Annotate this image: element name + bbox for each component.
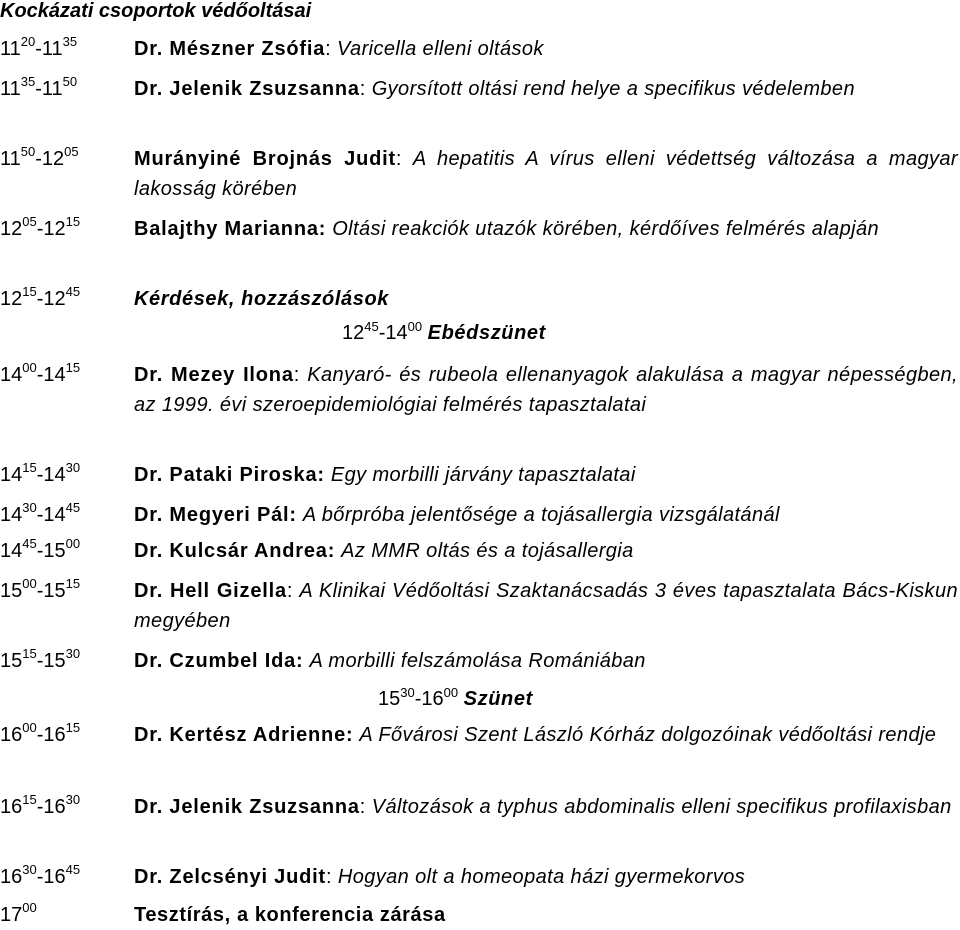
start-minute: 00 <box>22 720 37 735</box>
end-hour: 16 <box>421 688 444 710</box>
talk-title: A hepatitis A vírus elleni védettség változása a magyar lakosság körében <box>134 148 958 200</box>
break-label: Szünet <box>463 688 533 710</box>
talk-title: A bőrpróba jelentősége a tojásallergia vizsgálatánál <box>302 504 780 526</box>
start-hour: 14 <box>0 364 23 386</box>
start-hour: 12 <box>0 218 23 240</box>
end-minute: 15 <box>65 720 81 735</box>
end-minute: 30 <box>65 460 81 475</box>
end-minute: 50 <box>62 74 78 89</box>
talk-description <box>134 720 958 750</box>
start-hour: 15 <box>378 688 401 710</box>
separator: : <box>395 148 413 170</box>
time-slot: $12^{15}-12^{45}$ <box>0 284 81 310</box>
separator: : <box>325 866 338 888</box>
talk-title: A morbilli felszámolása Romániában <box>309 650 646 672</box>
start-minute: 00 <box>22 900 37 915</box>
talk-title: A Fővárosi Szent László Kórház dolgozóinak védőoltási rendje <box>359 724 937 746</box>
time-slot: $16^{15}-16^{30}$ <box>0 792 81 818</box>
time-slot: $14^{00}-14^{15}$ <box>0 360 81 386</box>
time-slot: $16^{30}-16^{45}$ <box>0 862 81 888</box>
end-hour: 14 <box>43 504 66 526</box>
start-minute: 00 <box>22 576 37 591</box>
talk-description <box>134 646 958 676</box>
talk-description <box>134 214 958 244</box>
start-minute: 30 <box>400 685 415 700</box>
time-slot: $15^{15}-15^{30}$ <box>0 646 81 672</box>
start-minute: 15 <box>22 646 37 661</box>
separator: : <box>286 580 300 602</box>
end-minute: 00 <box>65 536 81 551</box>
speaker-name: Dr. Hell Gizella <box>134 580 287 602</box>
speaker-name: Dr. Mészner Zsófia <box>134 38 326 60</box>
talk-description <box>134 144 958 204</box>
start-hour: 11 <box>0 148 21 170</box>
speaker-name: Dr. Zelcsényi Judit <box>134 866 326 888</box>
end-hour: 14 <box>385 322 408 344</box>
speaker-name: Dr. Kertész Adrienne: <box>134 724 354 746</box>
start-hour: 12 <box>0 288 23 310</box>
talk-description <box>134 576 958 636</box>
start-minute: 30 <box>22 500 37 515</box>
start-hour: 16 <box>0 866 23 888</box>
talk-description <box>134 900 958 930</box>
section-heading: Kockázati csoportok védőoltásai <box>0 0 312 22</box>
speaker-name: Dr. Mezey Ilona <box>134 364 294 386</box>
start-hour: 14 <box>0 464 23 486</box>
talk-description <box>134 862 958 892</box>
end-minute: 00 <box>443 685 459 700</box>
end-hour: 11 <box>41 38 63 60</box>
time-slot: $14^{30}-14^{45}$ <box>0 500 81 526</box>
end-minute: 35 <box>62 34 78 49</box>
end-minute: 45 <box>65 284 81 299</box>
start-hour: 11 <box>0 38 21 60</box>
end-minute: 15 <box>65 576 81 591</box>
talk-title: A Klinikai Védőoltási Szaktanácsadás 3 éves tapasztalata Bács-Kiskun megyében <box>134 580 959 632</box>
start-minute: 45 <box>22 536 37 551</box>
speaker-name: Murányiné Brojnás Judit <box>134 148 396 170</box>
start-hour: 15 <box>0 580 23 602</box>
talk-description <box>134 284 958 314</box>
agenda-text: Tesztírás, a konferencia zárása <box>134 904 446 926</box>
agenda-text: Kérdések, hozzászólások <box>134 288 390 310</box>
time-slot: $14^{15}-14^{30}$ <box>0 460 81 486</box>
end-minute: 15 <box>65 360 81 375</box>
start-minute: 15 <box>22 284 37 299</box>
start-hour: 16 <box>0 724 23 746</box>
end-minute: 45 <box>65 500 81 515</box>
start-minute: 50 <box>20 144 36 159</box>
end-hour: 16 <box>43 796 66 818</box>
speaker-name: Dr. Kulcsár Andrea: <box>134 540 336 562</box>
start-hour: 16 <box>0 796 23 818</box>
talk-description <box>134 360 958 420</box>
separator: : <box>293 364 308 386</box>
end-minute: 30 <box>65 792 81 807</box>
time-slot: $11^{35}-11^{50}$ <box>0 74 78 100</box>
talk-title: Varicella elleni oltások <box>337 38 544 60</box>
end-hour: 15 <box>43 650 66 672</box>
separator: : <box>359 78 372 100</box>
end-hour: 15 <box>43 540 66 562</box>
time-slot: $15^{00}-15^{15}$ <box>0 576 81 602</box>
talk-description <box>134 34 958 64</box>
talk-title: Egy morbilli járvány tapasztalatai <box>330 464 636 486</box>
start-hour: 14 <box>0 504 23 526</box>
talk-title: Gyorsított oltási rend helye a specifikus védelemben <box>371 78 855 100</box>
end-hour: 14 <box>43 364 66 386</box>
start-minute: 15 <box>22 792 37 807</box>
separator: : <box>359 796 372 818</box>
start-minute: 00 <box>22 360 37 375</box>
talk-title: Kanyaró- és rubeola ellenanyagok alakulása a magyar népességben, az 1999. évi szeroepidemiológiai felmérés tapasztalatai <box>134 364 959 416</box>
time-slot: $11^{20}-11^{35}$ <box>0 34 78 60</box>
time-slot: $12^{05}-12^{15}$ <box>0 214 81 240</box>
talk-description <box>134 792 958 822</box>
time-slot: $16^{00}-16^{15}$ <box>0 720 81 746</box>
speaker-name: Dr. Pataki Piroska: <box>134 464 325 486</box>
start-minute: 20 <box>20 34 36 49</box>
talk-description <box>134 74 958 104</box>
speaker-name: Dr. Jelenik Zsuzsanna <box>134 78 360 100</box>
start-minute: 45 <box>364 319 379 334</box>
speaker-name: Dr. Megyeri Pál: <box>134 504 297 526</box>
end-hour: 14 <box>43 464 66 486</box>
speaker-name: Balajthy Marianna: <box>134 218 327 240</box>
talk-title: Oltási reakciók utazók körében, kérdőíves felmérés alapján <box>332 218 879 240</box>
end-minute: 45 <box>65 862 81 877</box>
end-minute: 30 <box>65 646 81 661</box>
end-minute: 05 <box>64 144 79 159</box>
end-hour: 12 <box>41 148 65 170</box>
break-row: $15^{30}-16^{00}$ Szünet <box>378 685 533 710</box>
start-minute: 35 <box>20 74 36 89</box>
break-row: $12^{45}-14^{00}$ Ebédszünet <box>342 319 546 344</box>
start-hour: 14 <box>0 540 23 562</box>
start-hour: 12 <box>342 322 365 344</box>
break-label: Ebédszünet <box>427 322 546 344</box>
talk-title: Hogyan olt a homeopata házi gyermekorvos <box>337 866 746 888</box>
talk-title: Az MMR oltás és a tojásallergia <box>341 540 634 562</box>
end-hour: 12 <box>43 218 66 240</box>
time-slot: $14^{45}-15^{00}$ <box>0 536 81 562</box>
talk-description <box>134 536 958 566</box>
start-hour: 17 <box>0 904 23 926</box>
time-slot <box>0 900 37 930</box>
start-minute: 15 <box>22 460 37 475</box>
talk-description <box>134 460 958 490</box>
end-hour: 16 <box>43 724 66 746</box>
time-slot: $11^{50}-12^{05}$ <box>0 144 79 170</box>
speaker-name: Dr. Jelenik Zsuzsanna <box>134 796 360 818</box>
talk-title: Változások a typhus abdominalis elleni specifikus profilaxisban <box>371 796 952 818</box>
end-hour: 15 <box>43 580 66 602</box>
end-hour: 11 <box>41 78 63 100</box>
end-hour: 16 <box>43 866 66 888</box>
start-hour: 11 <box>0 78 21 100</box>
end-hour: 12 <box>43 288 66 310</box>
separator: : <box>325 38 338 60</box>
start-minute: 05 <box>22 214 37 229</box>
start-minute: 30 <box>22 862 37 877</box>
talk-description <box>134 500 958 530</box>
end-minute: 15 <box>65 214 81 229</box>
start-hour: 15 <box>0 650 23 672</box>
end-minute: 00 <box>407 319 423 334</box>
speaker-name: Dr. Czumbel Ida: <box>134 650 304 672</box>
